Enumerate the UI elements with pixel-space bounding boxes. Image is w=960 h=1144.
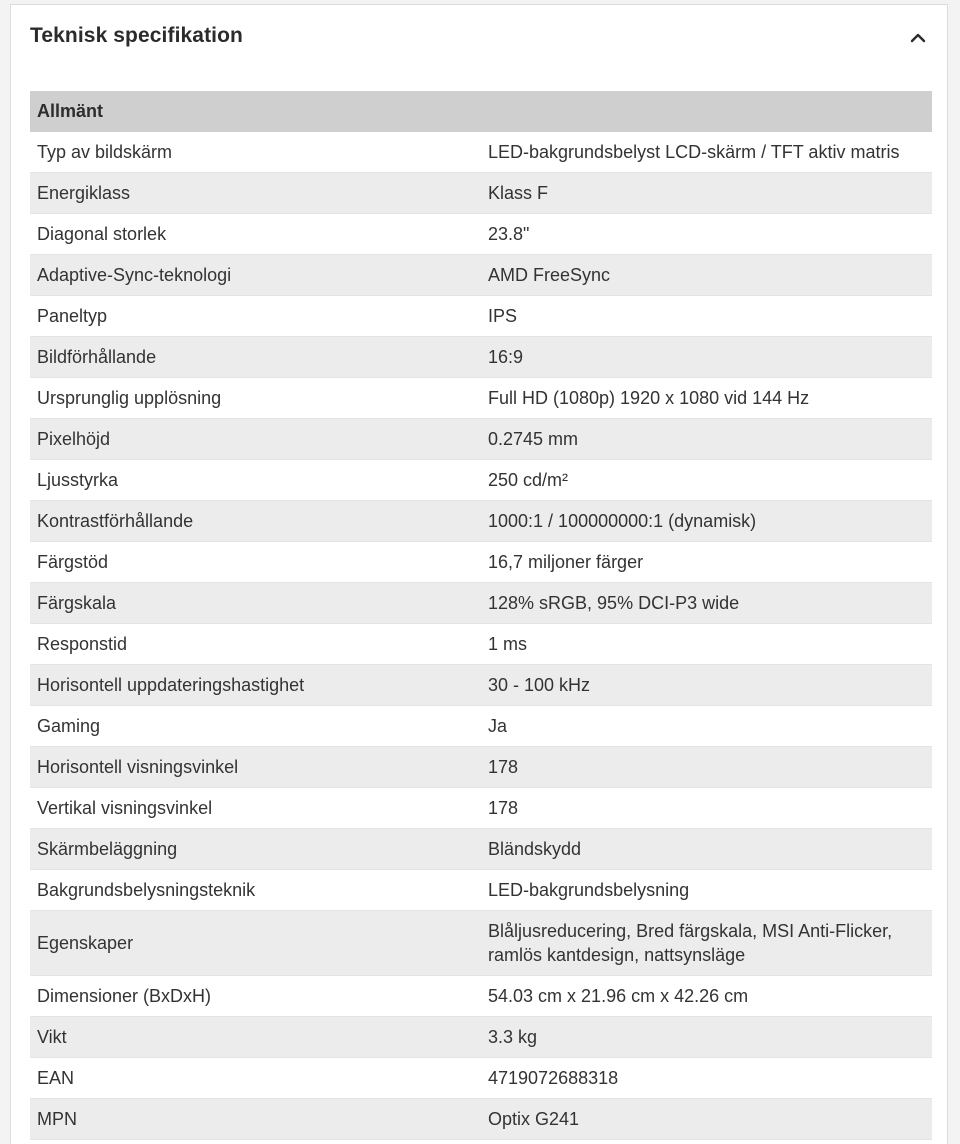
- spec-name: Paneltyp: [30, 296, 481, 337]
- spec-row: [30, 829, 932, 870]
- spec-row: [30, 1017, 932, 1058]
- spec-name: Pixelhöjd: [30, 419, 481, 460]
- spec-group-header: [30, 91, 932, 132]
- spec-value: 30 - 100 kHz: [481, 665, 932, 706]
- spec-value: 54.03 cm x 21.96 cm x 42.26 cm: [481, 976, 932, 1017]
- spec-row: [30, 870, 932, 911]
- spec-value: 1000:1 / 100000000:1 (dynamisk): [481, 501, 932, 542]
- spec-table: [30, 91, 932, 1140]
- spec-row: [30, 419, 932, 460]
- spec-name: MPN: [30, 1099, 481, 1140]
- spec-row: [30, 501, 932, 542]
- spec-row: [30, 747, 932, 788]
- spec-row: [30, 542, 932, 583]
- spec-value: IPS: [481, 296, 932, 337]
- spec-row: [30, 911, 932, 976]
- spec-row: [30, 296, 932, 337]
- spec-row: [30, 255, 932, 296]
- spec-row: [30, 132, 932, 173]
- chevron-up-icon[interactable]: [905, 25, 931, 51]
- spec-value: Optix G241: [481, 1099, 932, 1140]
- spec-row: [30, 706, 932, 747]
- spec-value: 178: [481, 747, 932, 788]
- spec-value: Blåljusreducering, Bred färgskala, MSI Anti-Flicker, ramlös kantdesign, nattsynsläge: [481, 911, 932, 976]
- spec-value: 3.3 kg: [481, 1017, 932, 1058]
- spec-panel: [10, 4, 948, 1144]
- spec-name: Ursprunglig upplösning: [30, 378, 481, 419]
- spec-row: [30, 1058, 932, 1099]
- spec-name: Kontrastförhållande: [30, 501, 481, 542]
- spec-name: EAN: [30, 1058, 481, 1099]
- spec-name: Energiklass: [30, 173, 481, 214]
- spec-name: Färgskala: [30, 583, 481, 624]
- spec-row: [30, 173, 932, 214]
- spec-row: [30, 665, 932, 706]
- spec-name: Responstid: [30, 624, 481, 665]
- spec-row: [30, 976, 932, 1017]
- spec-value: LED-bakgrundsbelysning: [481, 870, 932, 911]
- spec-name: Egenskaper: [30, 911, 481, 976]
- spec-value: Klass F: [481, 173, 932, 214]
- spec-name: Adaptive-Sync-teknologi: [30, 255, 481, 296]
- spec-row: [30, 378, 932, 419]
- spec-row: [30, 624, 932, 665]
- spec-name: Bakgrundsbelysningsteknik: [30, 870, 481, 911]
- spec-row: [30, 460, 932, 501]
- section-title: Teknisk specifikation: [30, 24, 243, 47]
- spec-value: Bländskydd: [481, 829, 932, 870]
- spec-value: AMD FreeSync: [481, 255, 932, 296]
- spec-value: LED-bakgrundsbelyst LCD-skärm / TFT aktiv matris: [481, 132, 932, 173]
- spec-row: [30, 1099, 932, 1140]
- spec-name: Diagonal storlek: [30, 214, 481, 255]
- spec-row: [30, 214, 932, 255]
- spec-value: 1 ms: [481, 624, 932, 665]
- spec-row: [30, 583, 932, 624]
- spec-value: 16:9: [481, 337, 932, 378]
- spec-value: 23.8": [481, 214, 932, 255]
- spec-section-header[interactable]: [11, 5, 947, 75]
- spec-name: Dimensioner (BxDxH): [30, 976, 481, 1017]
- spec-name: Färgstöd: [30, 542, 481, 583]
- spec-name: Vikt: [30, 1017, 481, 1058]
- spec-name: Typ av bildskärm: [30, 132, 481, 173]
- spec-name: Horisontell visningsvinkel: [30, 747, 481, 788]
- spec-row: [30, 788, 932, 829]
- spec-value: Full HD (1080p) 1920 x 1080 vid 144 Hz: [481, 378, 932, 419]
- spec-group-label: Allmänt: [30, 91, 932, 132]
- spec-name: Vertikal visningsvinkel: [30, 788, 481, 829]
- spec-value: Ja: [481, 706, 932, 747]
- spec-value: 128% sRGB, 95% DCI-P3 wide: [481, 583, 932, 624]
- spec-name: Skärmbeläggning: [30, 829, 481, 870]
- spec-name: Gaming: [30, 706, 481, 747]
- spec-name: Bildförhållande: [30, 337, 481, 378]
- spec-value: 0.2745 mm: [481, 419, 932, 460]
- spec-name: Ljusstyrka: [30, 460, 481, 501]
- spec-value: 250 cd/m²: [481, 460, 932, 501]
- spec-row: [30, 337, 932, 378]
- spec-name: Horisontell uppdateringshastighet: [30, 665, 481, 706]
- spec-value: 16,7 miljoner färger: [481, 542, 932, 583]
- spec-value: 4719072688318: [481, 1058, 932, 1099]
- spec-value: 178: [481, 788, 932, 829]
